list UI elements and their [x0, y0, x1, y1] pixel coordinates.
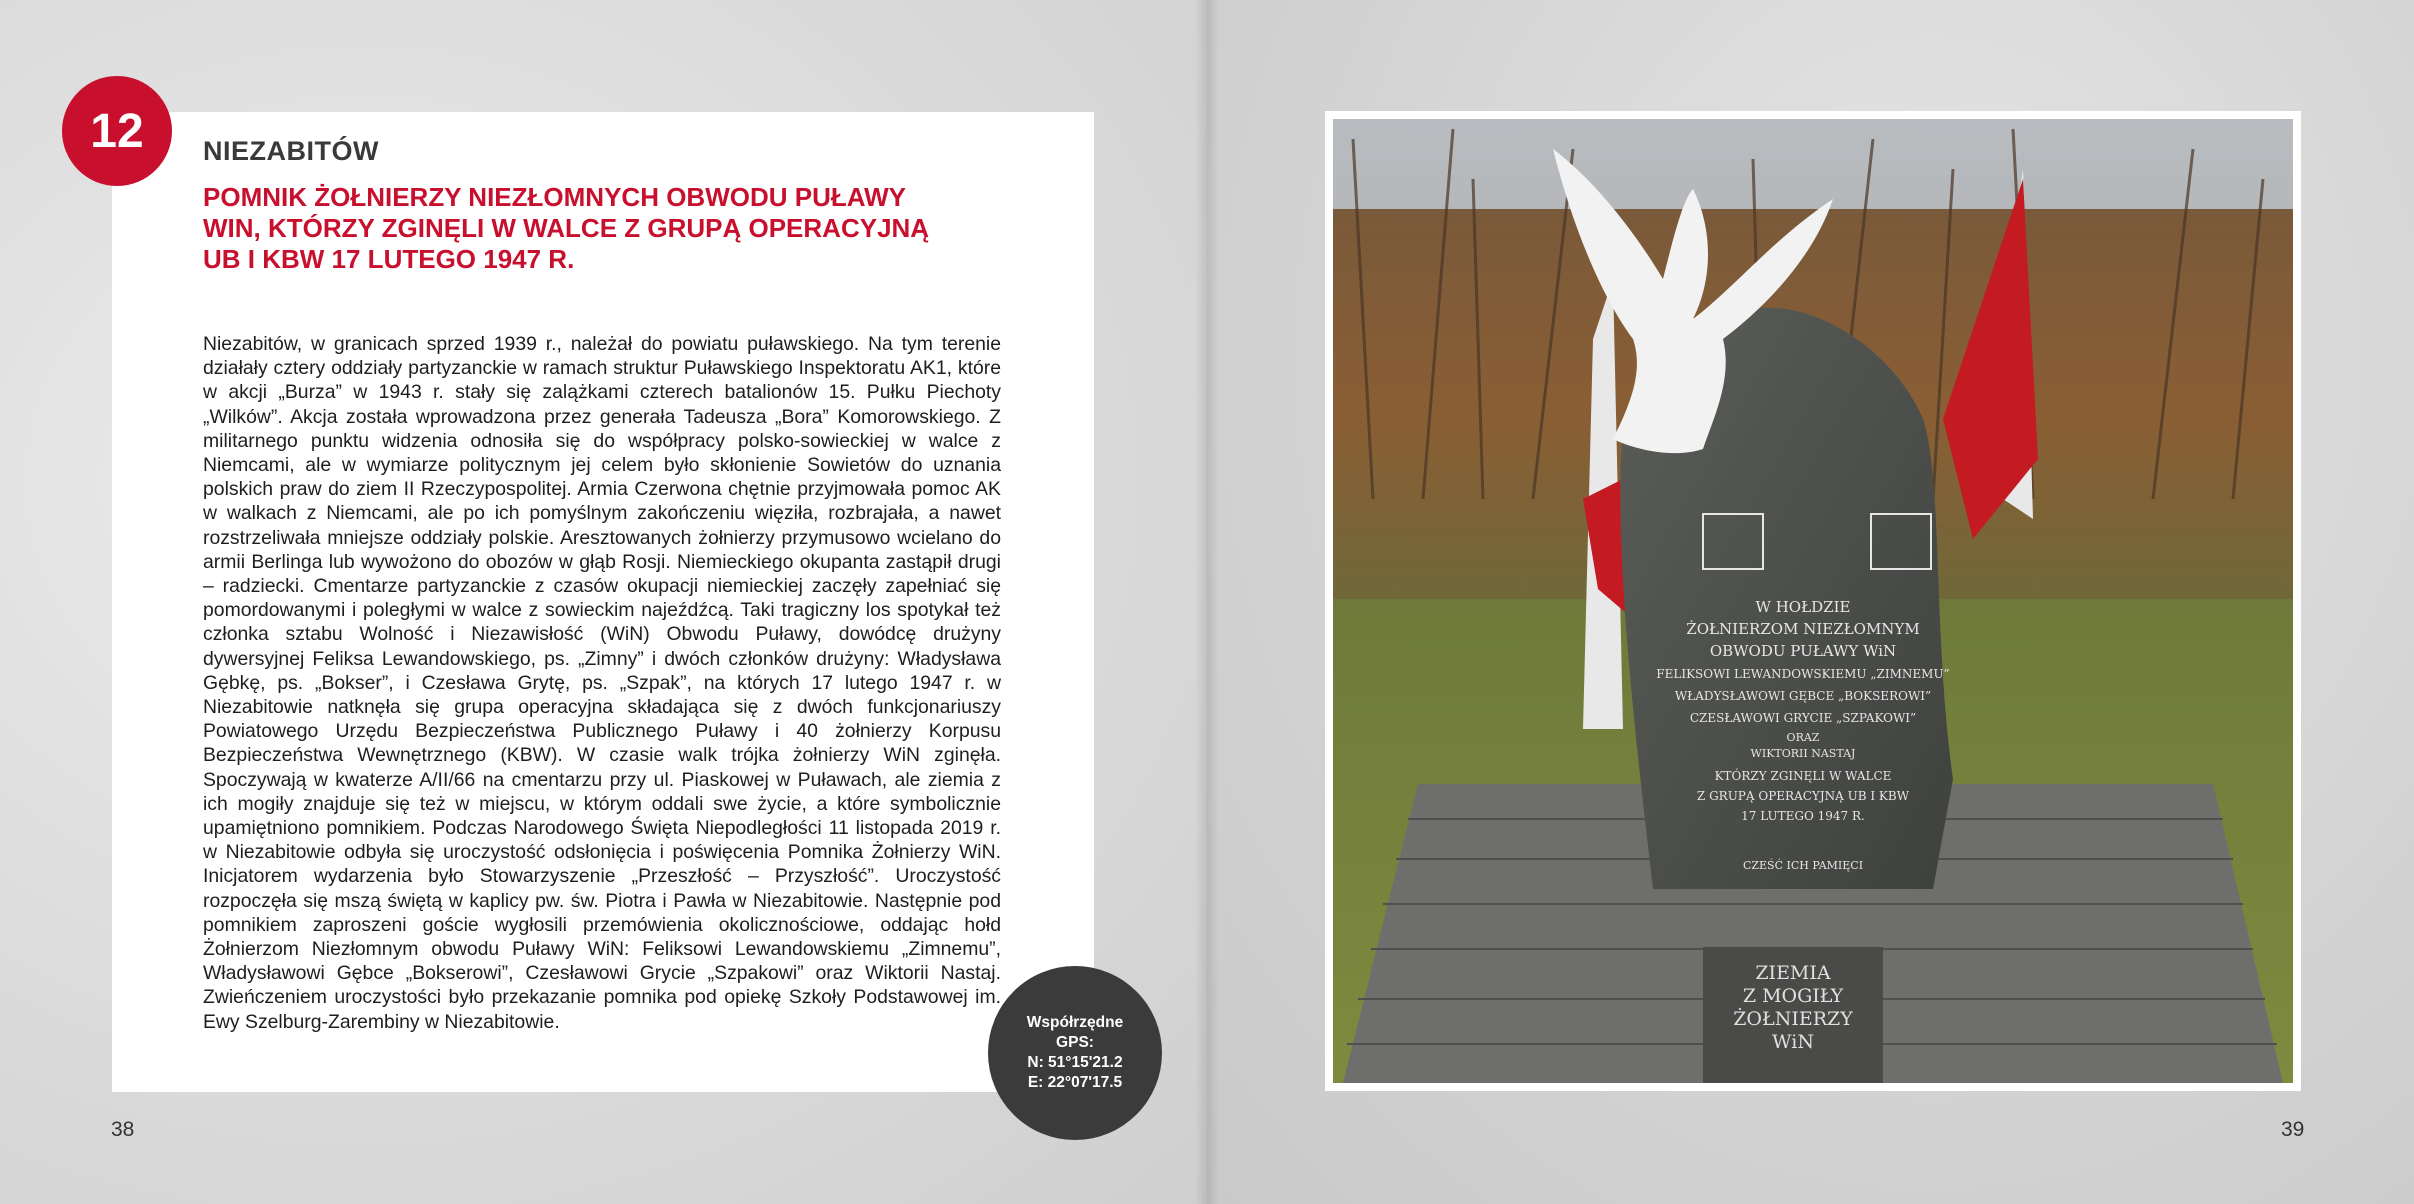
body-paragraph: Niezabitów, w granicach sprzed 1939 r., należał do powiatu puławskiego. Na tym terenie działały cztery oddziały partyzanckie w ramach struktur Puławskiego Inspektoratu AK1, które w akcji „Burza” w 1943 r. stały się zalążkami czterech batalionów 15. Pułku Piechoty „Wilków”. Akcja została wprowadzona przez generała Tadeusza „Bora” Komorowskiego. Z militarnego punktu widzenia odnosiła się do współpracy polsko-sowieckiej w walce z Niemcami, ale w wymiarze politycznym jej celem było skłonienie Sowietów do uznania polskich praw do ziem II Rzeczypospolitej. Armia Czerwona chętnie przyjmowała pomoc AK w walkach z Niemcami, ale po ich pomyślnym zakończeniu więziła, rozbrajała, a nawet rozstrzeliwała mniejsze oddziały polskie. Aresztowanych żołnierzy przymusowo wcielano do armii Berlinga lub wywożono do obozów w głąb Rosji. Niemieckiego okupanta zastąpił drugi – radziecki. Cmentarze partyzanckie z czasów okupacji niemieckiej zaczęły zapełniać się pomordowanymi i poległymi w walce z sowieckim najeźdźcą. Taki tragiczny los spotykał też członka sztabu Wolność i Niezawisłość (WiN) Obwodu Puławy, dowódcę drużyny dywersyjnej Feliksa Lewandowskiego, ps. „Zimny” i dwóch członków drużyny: Władysława Gębkę, ps. „Bokser”, i Czesława Grytę, ps. „Szpak”, na których 17 lutego 1947 r. w Niezabitowie natknęła się grupa operacyjna składająca się z dwóch funkcjonariuszy Powiatowego Urzędu Bezpieczeństwa Publicznego Puławy i 40 żołnierzy Korpusu Bezpieczeństwa Wewnętrznego (KBW). W czasie walk trójka żołnierzy WiN zginęła. Spoczywają w kwaterze A/II/66 na cmentarzu przy ul. Piaskowej w Puławach, ale ziemia z ich mogiły znajduje się też w miejscu, w którym oddali swe życie, a które symbolicznie upamiętniono pomnikiem. Podczas Narodowego Święta Niepodległości 11 listopada 2019 r. w Niezabitowie odbyła się uroczystość odsłonięcia i poświęcenia Pomnika Żołnierzy WiN. Inicjatorem wydarzenia było Stowarzyszenie „Przeszłość – Przyszłość”. Uroczystość rozpoczęła się mszą świętą w kaplicy pw. św. Piotra i Pawła w Niezabitowie. Następnie pod pomnikiem zaproszeni goście wygłosili przemówienia okolicznościowe, oddając hołd Żołnierzom Niezłomnym obwodu Puławy WiN: Feliksowi Lewandowskiemu „Zimnemu”, Władysławowi Gębce „Bokserowi”, Czesławowi Grycie „Szpakowi” oraz Wiktorii Nastaj. Zwieńczeniem uroczystości było przekazanie pomnika pod opiekę Szkoły Podstawowej im. Ewy Szelburg-Zarembiny w Niezabitowie. — [203, 333, 1001, 1033]
monument-title — [203, 182, 1003, 275]
svg-text:KTÓRZY ZGINĘLI W WALCE: KTÓRZY ZGINĘLI W WALCE — [1714, 769, 1892, 783]
svg-text:W HOŁDZIE: W HOŁDZIE — [1755, 598, 1851, 616]
title-line: WIN, KTÓRZY ZGINĘLI W WALCE Z GRUPĄ OPERACYJNĄ — [203, 213, 930, 243]
gps-east: E: 22°07'17.5 — [1027, 1074, 1123, 1091]
svg-text:ŻOŁNIERZY: ŻOŁNIERZY — [1733, 1008, 1853, 1030]
svg-text:Z GRUPĄ OPERACYJNĄ UB I KBW: Z GRUPĄ OPERACYJNĄ UB I KBW — [1696, 789, 1910, 803]
svg-text:Z MOGIŁY: Z MOGIŁY — [1742, 985, 1844, 1007]
gps-label: GPS: — [1056, 1034, 1094, 1051]
gps-label: Współrzędne — [1026, 1014, 1124, 1031]
photo-frame — [1325, 111, 2301, 1091]
book-gutter — [1195, 0, 1219, 1204]
svg-text:CZEŚĆ ICH PAMIĘCI: CZEŚĆ ICH PAMIĘCI — [1742, 859, 1864, 872]
svg-text:CZESŁAWOWI GRYCIE „SZPAKOWI”: CZESŁAWOWI GRYCIE „SZPAKOWI” — [1689, 711, 1917, 725]
svg-text:WIKTORII NASTAJ: WIKTORII NASTAJ — [1750, 747, 1856, 760]
page-number-right: 39 — [2281, 1118, 2305, 1141]
svg-text:ORAZ: ORAZ — [1786, 731, 1820, 744]
svg-text:WŁADYSŁAWOWI GĘBCE „BOKSEROWI”: WŁADYSŁAWOWI GĘBCE „BOKSEROWI” — [1674, 689, 1932, 703]
svg-text:ŻOŁNIERZOM NIEZŁOMNYM: ŻOŁNIERZOM NIEZŁOMNYM — [1686, 620, 1920, 638]
svg-text:ZIEMIA: ZIEMIA — [1755, 962, 1831, 984]
svg-text:WiN: WiN — [1772, 1031, 1814, 1053]
place-name: NIEZABITÓW — [203, 136, 379, 166]
title-line: UB I KBW 17 LUTEGO 1947 R. — [203, 244, 575, 274]
monument-photo — [1333, 119, 2293, 1083]
gps-coordinates-badge — [988, 966, 1162, 1140]
entry-number-badge: 12 — [62, 76, 172, 186]
page-number-left: 38 — [111, 1118, 135, 1141]
svg-text:OBWODU PUŁAWY WiN: OBWODU PUŁAWY WiN — [1709, 642, 1897, 660]
svg-text:FELIKSOWI LEWANDOWSKIEMU „ZIMN: FELIKSOWI LEWANDOWSKIEMU „ZIMNEMU” — [1656, 667, 1950, 681]
title-line: POMNIK ŻOŁNIERZY NIEZŁOMNYCH OBWODU PUŁAWY — [203, 182, 906, 212]
gps-north: N: 51°15'21.2 — [1027, 1054, 1123, 1071]
svg-text:17 LUTEGO 1947 R.: 17 LUTEGO 1947 R. — [1741, 809, 1865, 823]
